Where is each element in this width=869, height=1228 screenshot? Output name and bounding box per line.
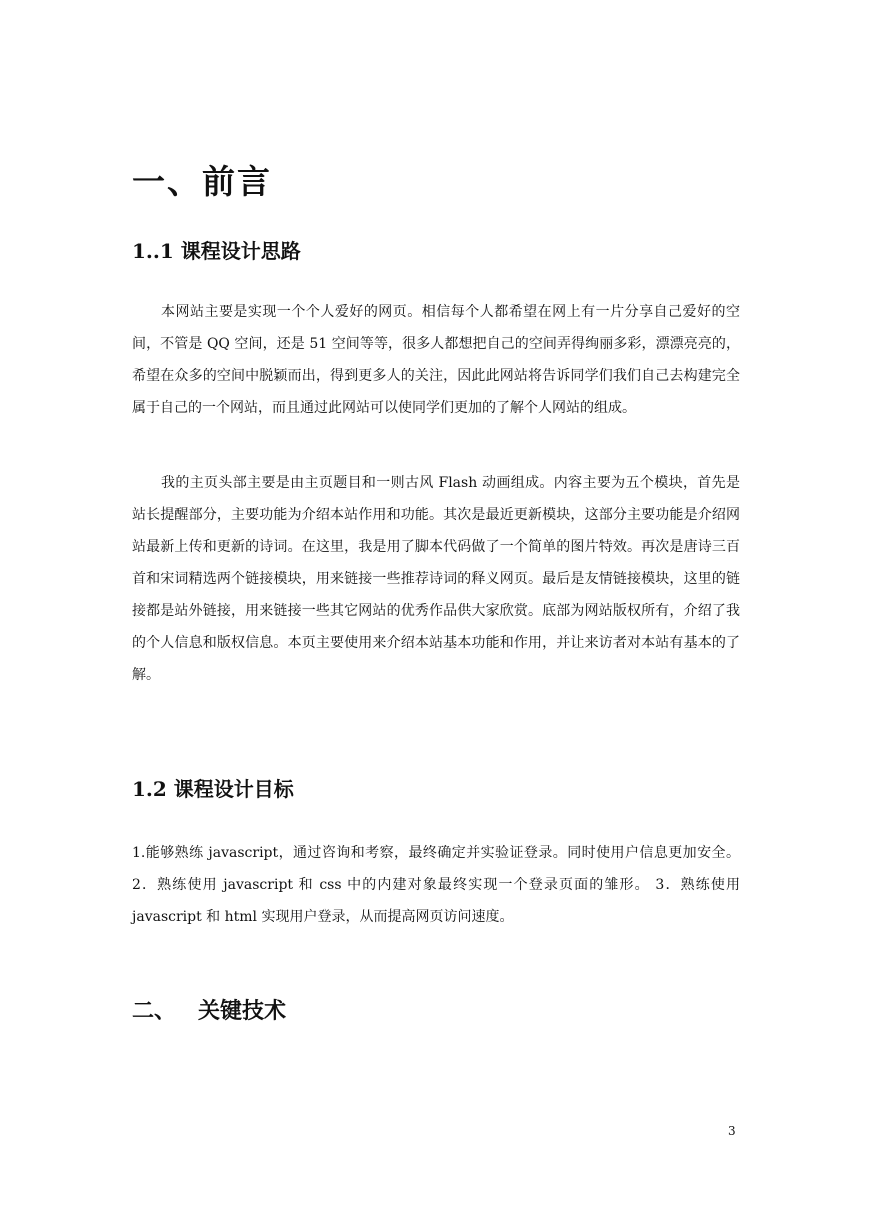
paragraph-design-idea-1: 本网站主要是实现一个个人爱好的网页。相信每个人都希望在网上有一片分享自己爱好的空间，不管是 QQ 空间，还是 51 空间等等，很多人都想把自己的空间弄得绚丽多彩，漂漂亮亮的，希望在众多的空间中脱颖而出，得到更多人的关注，因此此网站将告诉同学们我们自己去构建完全属于自己的一个网站，而且通过此网站可以使同学们更加的了解个人网站的组成。 <box>132 304 740 416</box>
section-heading-preface: 一、前言 <box>132 162 272 201</box>
section-heading-key-tech <box>132 996 286 1026</box>
section-title: 关键技术 <box>198 998 287 1024</box>
subsection-heading-design-goal: 1.2 课程设计目标 <box>132 777 294 801</box>
paragraph-design-goal: 1.能够熟练 javascript，通过咨询和考察，最终确定并实验证登录。同时使用户信息更加安全。2．熟练使用 javascript 和 css 中的内建对象最终实现一个登录页面的雏形。 3．熟练使用 javascript 和 html 实现用户登录，从而提高网页访问速度。 <box>132 845 740 925</box>
subsection-heading-design-idea: 1..1 课程设计思路 <box>132 239 301 263</box>
paragraph-design-idea-2: 我的主页头部主要是由主页题目和一则古风 Flash 动画组成。内容主要为五个模块，首先是站长提醒部分，主要功能为介绍本站作用和功能。其次是最近更新模块，这部分主要功能是介绍网站最新上传和更新的诗词。在这里，我是用了脚本代码做了一个简单的图片特效。再次是唐诗三百首和宋词精选两个链接模块，用来链接一些推荐诗词的释义网页。最后是友情链接模块，这里的链接都是站外链接，用来链接一些其它网站的优秀作品供大家欣赏。底部为网站版权所有，介绍了我的个人信息和版权信息。本页主要使用来介绍本站基本功能和作用，并让来访者对本站有基本的了解。 <box>132 475 740 683</box>
page-number: 3 <box>728 1124 736 1138</box>
section-number: 二、 <box>132 998 177 1024</box>
